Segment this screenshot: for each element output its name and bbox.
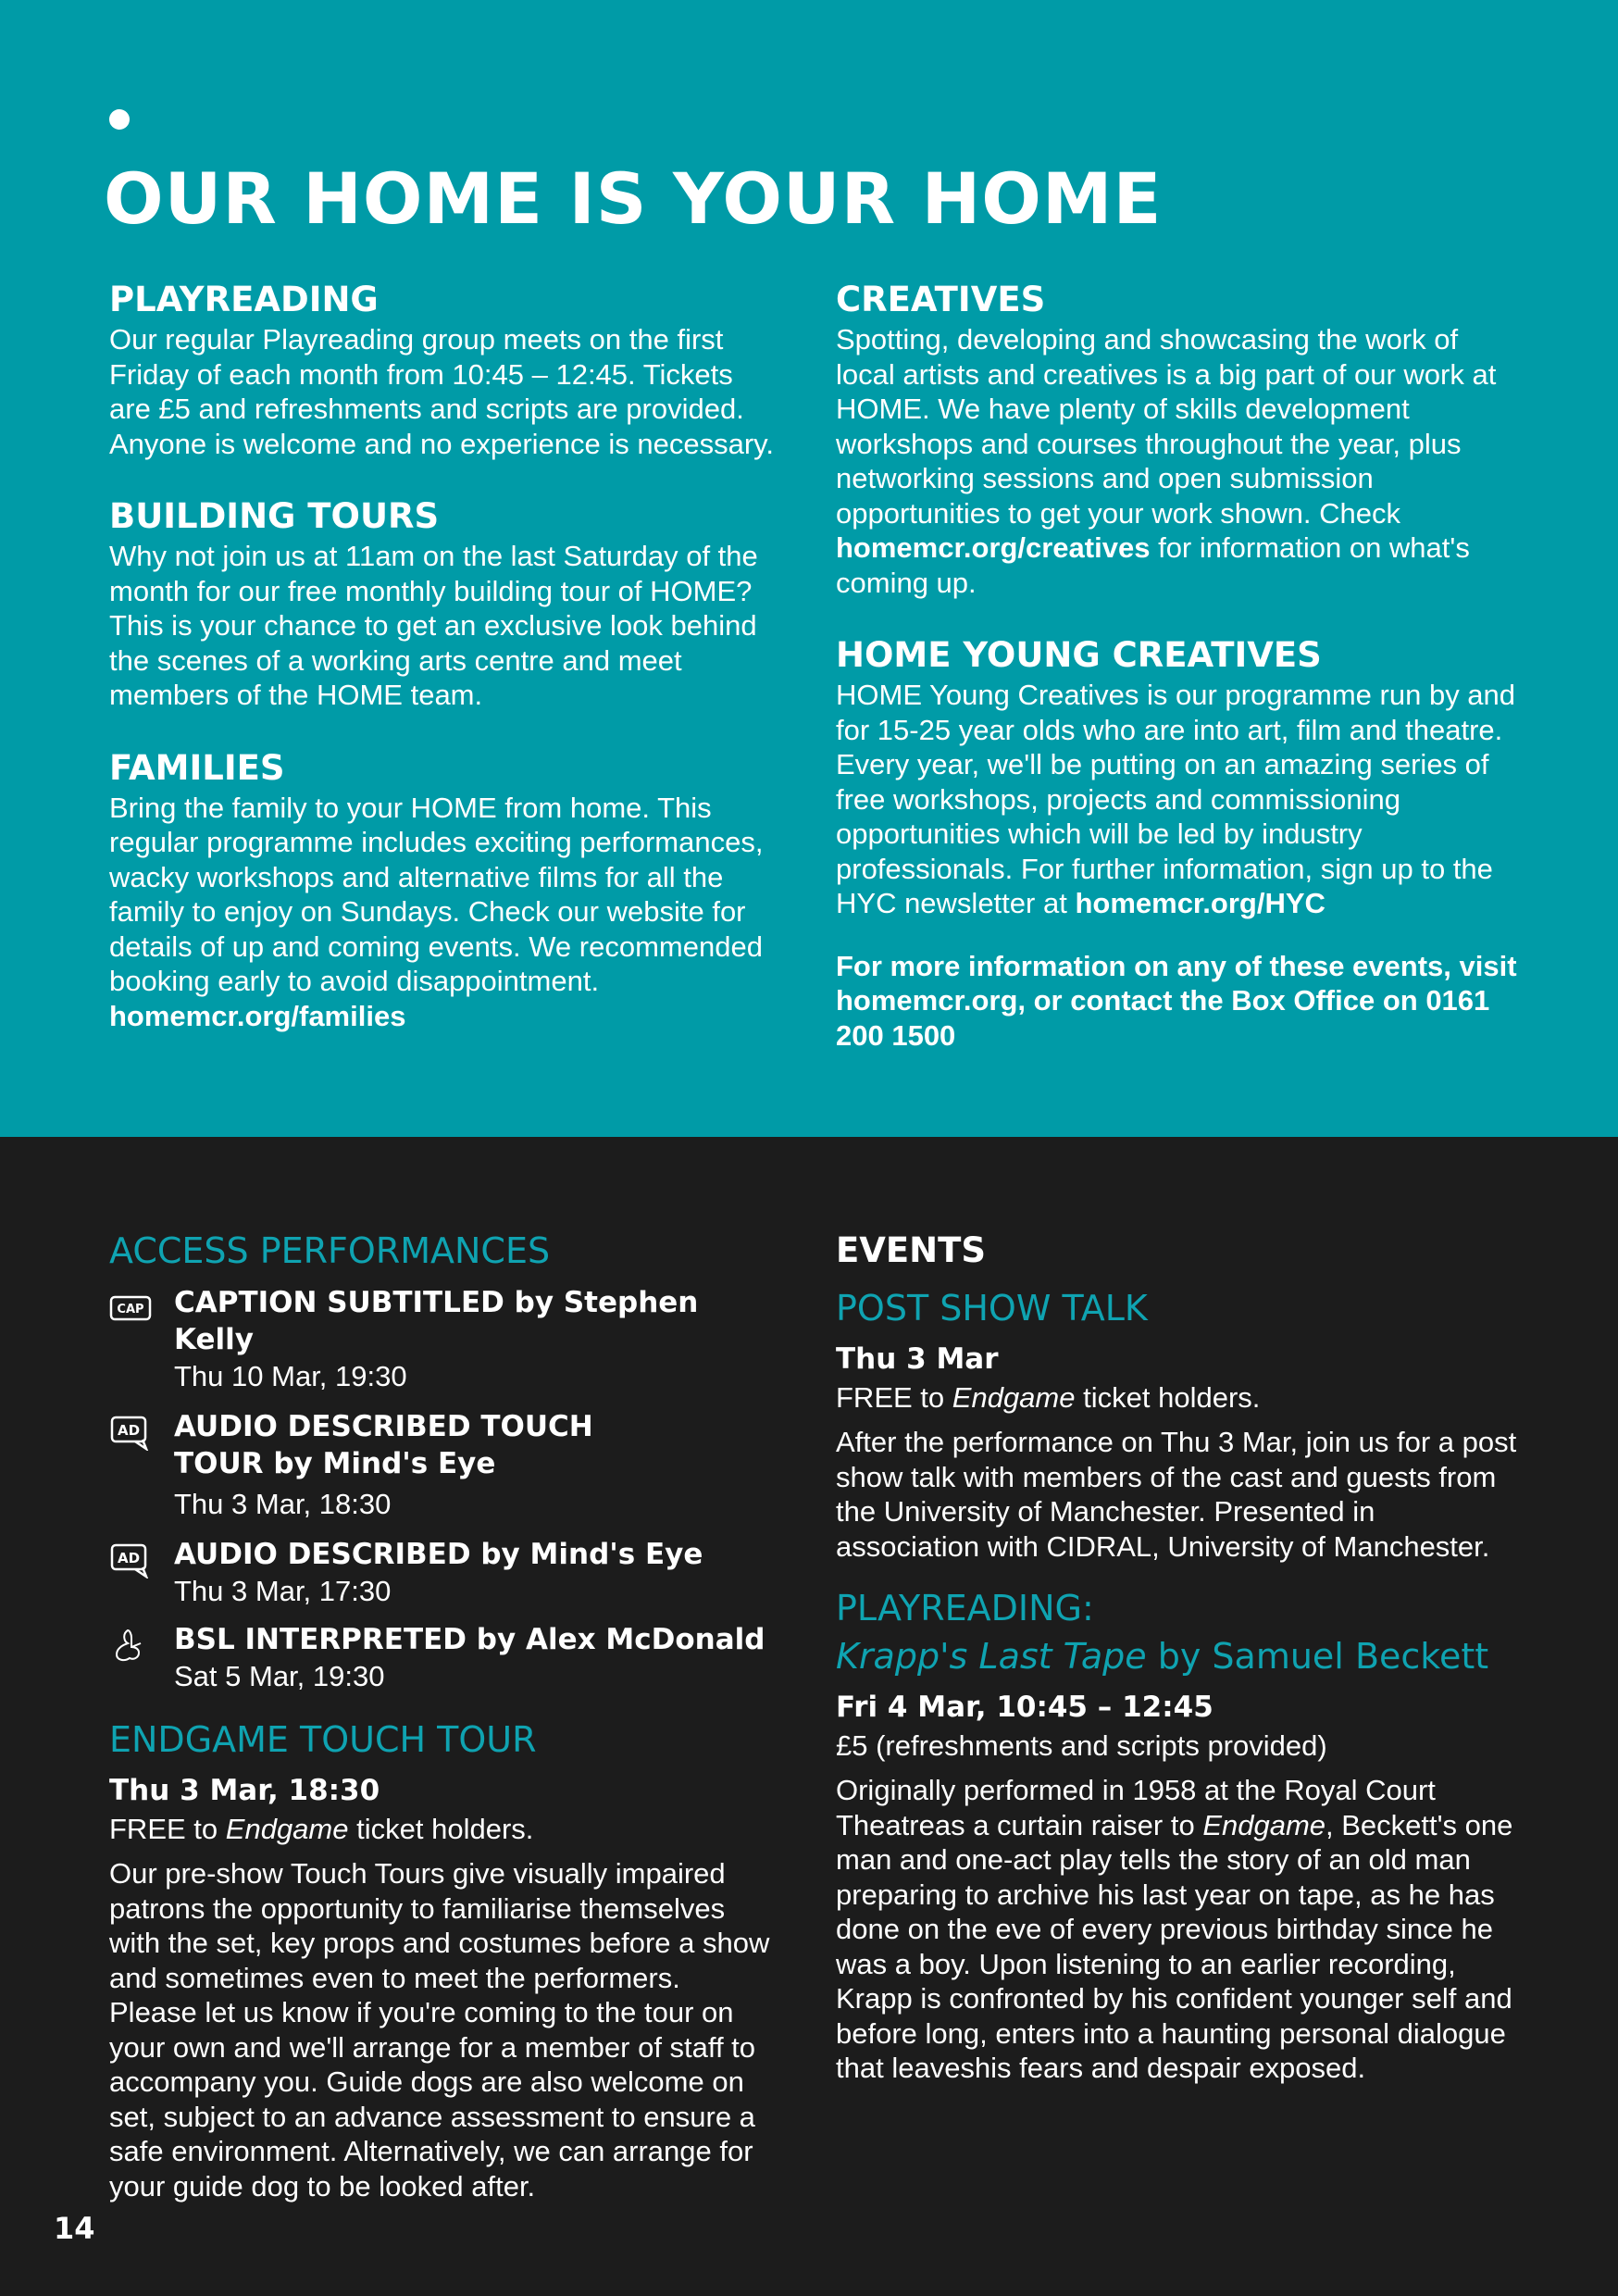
bsl-icon [109,1627,152,1664]
post-show-date: Thu 3 Mar [836,1342,999,1376]
bullet-dot-icon [109,109,130,130]
playreading-heading: PLAYREADING [109,280,379,319]
building-tours-body: Why not join us at 11am on the last Saturday of the month for our free monthly building tour of HOME? This is your chance to get an exclusive look behind the scenes of a working arts centre and meet members of the HOME team. [109,540,758,711]
playreading-event-date: Fri 4 Mar, 10:45 – 12:45 [836,1691,1214,1724]
access-item-title: CAPTION SUBTITLED by Stephen Kelly [174,1286,699,1356]
caption-icon [109,1290,152,1327]
play-author: by Samuel Beckett [1157,1636,1489,1677]
touch-tour-date: Thu 3 Mar, 18:30 [109,1774,380,1807]
access-performances-heading: ACCESS PERFORMANCES [109,1230,551,1271]
access-item [109,1621,776,1695]
left-bottom-column [109,1227,776,2203]
svg-text:AD: AD [117,1422,141,1439]
access-item-title: AUDIO DESCRIBED by Mind's Eye [174,1538,703,1571]
touch-tour-heading: ENDGAME TOUCH TOUR [109,1719,537,1760]
svg-text:AD: AD [117,1550,141,1566]
right-bottom-column [836,1227,1521,2086]
building-tours-heading: BUILDING TOURS [109,496,440,536]
left-top-column [109,278,776,1067]
creatives-heading: CREATIVES [836,280,1046,319]
play-title: Krapp's Last Tape [836,1636,1147,1677]
access-item-date: Thu 3 Mar, 18:30 [174,1488,392,1520]
page-number: 14 [54,2211,95,2246]
access-item [109,1408,776,1523]
events-heading: EVENTS [836,1230,987,1270]
families-link[interactable]: homemcr.org/families [109,999,406,1032]
audio-described-icon [109,1414,152,1451]
audio-described-icon [109,1541,152,1578]
playreading-event-heading: PLAYREADING: [836,1588,1094,1628]
families-text: Bring the family to your HOME from home. This regular programme includes exciting performances, wacky workshops and alternative films for all the family to enjoy on Sundays. Check our website for details of up and coming events. We recommended booking early to avoid disappointment. [109,791,764,997]
post-show-free: FREE to Endgame ticket holders. [836,1381,1261,1414]
access-item-title: AUDIO DESCRIBED TOUCH TOUR by Mind's Eye [174,1410,593,1480]
families-body [109,791,776,1034]
families-section [109,746,776,1034]
hyc-link[interactable]: homemcr.org/HYC [1075,887,1326,919]
access-item-date: Sat 5 Mar, 19:30 [174,1660,385,1692]
access-item [109,1536,776,1610]
access-item-date: Thu 10 Mar, 19:30 [174,1360,407,1392]
more-info-note: For more information on any of these events, visit homemcr.org, or contact the Box Office on 0161 200 1500 [836,949,1517,1052]
young-creatives-body [836,678,1521,921]
svg-text:CAP: CAP [117,1303,144,1316]
touch-tour-free: FREE to Endgame ticket holders. [109,1813,534,1845]
playreading-section [109,278,776,461]
access-item [109,1284,776,1395]
young-creatives-heading: HOME YOUNG CREATIVES [836,635,1322,675]
building-tours-section [109,494,776,713]
post-show-body: After the performance on Thu 3 Mar, join us for a post show talk with members of the cast and guests from the University of Manchester. Presented in association with CIDRAL, University of Manchester. [836,1426,1517,1563]
creatives-section [836,278,1521,600]
young-creatives-section [836,633,1521,921]
creatives-text: Spotting, developing and showcasing the work of local artists and creatives is a big part of our work at HOME. We have plenty of skills development workshops and courses throughout the year, plus networking sessions and open submission opportunities to get your work shown. Check [836,323,1497,530]
creatives-text-after: for information on what's coming up. [836,531,1470,599]
playreading-event-price: £5 (refreshments and scripts provided) [836,1729,1327,1762]
playreading-event-body: Originally performed in 1958 at the Royal Court Theatreas a curtain raiser to Endgame, Beckett's one man and one-act play tells the story of an old man preparing to archive his last year on tape, as he has done on the eve of every previous birthday since he was a boy. Upon listening to an earlier recording, Krapp is confronted by his confident younger self and before long, enters into a haunting personal dialogue that leaveshis fears and despair exposed. [836,1774,1513,2084]
post-show-talk-heading: POST SHOW TALK [836,1288,1148,1329]
touch-tour-body: Our pre-show Touch Tours give visually impaired patrons the opportunity to familiarise themselves with the set, key props and costumes before a show and sometimes even to meet the performers. Please let us know if you're coming to the tour on your own and we'll arrange for a member of staff to accompany you. Guide dogs are also welcome on set, subject to an advance assessment to ensure a safe environment. Alternatively, we can arrange for your guide dog to be looked after. [109,1857,770,2202]
families-heading: FAMILIES [109,747,285,788]
page-title: OUR HOME IS YOUR HOME [104,157,1163,240]
access-item-date: Thu 3 Mar, 17:30 [174,1575,392,1607]
playreading-event-title [836,1632,1521,1680]
creatives-body [836,322,1521,600]
creatives-link[interactable]: homemcr.org/creatives [836,531,1151,564]
right-top-column [836,278,1521,1053]
young-creatives-text: HOME Young Creatives is our programme run by and for 15-25 year olds who are into art, film and theatre. Every year, we'll be putting on an amazing series of free workshops, projects and commissioning opportunities which will be led by industry professionals. For further information, sign up to the HYC newsletter at [836,679,1516,919]
playreading-body: Our regular Playreading group meets on the first Friday of each month from 10:45 – 12:45. Tickets are £5 and refreshments and scripts are provided. Anyone is welcome and no experience is necessary. [109,323,774,460]
access-item-title: BSL INTERPRETED by Alex McDonald [174,1623,765,1656]
